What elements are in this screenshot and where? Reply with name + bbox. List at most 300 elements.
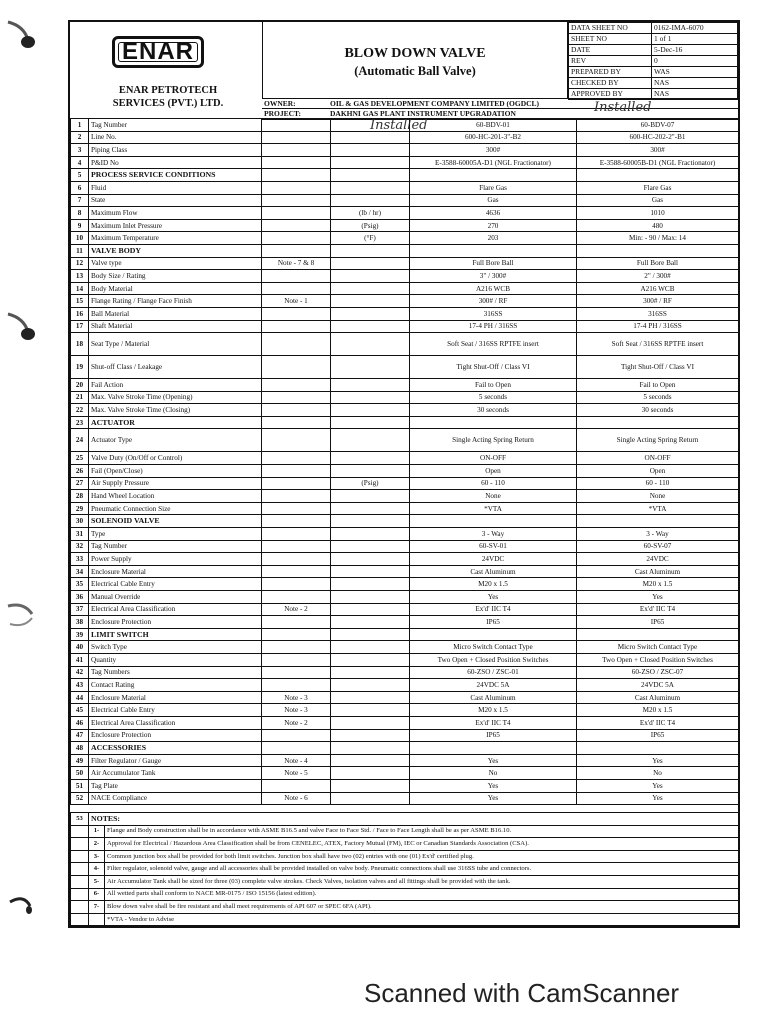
row-description: Tag Number [89,540,262,553]
row-number: 9 [71,219,89,232]
spec-row [71,616,739,629]
section-header-row [71,515,739,528]
note-cell [262,282,331,295]
note-spacer [71,875,89,888]
unit-cell [331,244,410,257]
unit-cell [331,729,410,742]
value-bdv-01-cell: 24VDC 5A [410,679,577,692]
row-description: Tag Number [89,119,262,132]
spec-row [71,792,739,805]
row-number: 52 [71,792,89,805]
row-number: 40 [71,641,89,654]
notes-heading: NOTES: [89,813,739,826]
datasheet-info-label: APPROVED BY [569,89,652,100]
datasheet [68,20,740,928]
value-bdv-07-cell: Flare Gas [577,181,739,194]
note-cell: Note - 4 [262,754,331,767]
row-number: 2 [71,131,89,144]
value-bdv-07-cell: Yes [577,754,739,767]
value-bdv-01-cell: Fail to Open [410,379,577,392]
document-title: BLOW DOWN VALVE [344,46,486,61]
row-description: Body Size / Rating [89,270,262,283]
section-header-row [71,742,739,755]
spec-row [71,767,739,780]
value-bdv-07-cell [577,628,739,641]
datasheet-info-row [569,67,738,78]
row-number: 45 [71,704,89,717]
note-row [71,913,739,926]
note-cell: Note - 6 [262,792,331,805]
spec-row [71,528,739,541]
value-bdv-07-cell: 300# [577,144,739,157]
value-bdv-07-cell [577,169,739,182]
note-row [71,825,739,838]
row-number: 25 [71,452,89,465]
row-description: Maximum Inlet Pressure [89,219,262,232]
value-bdv-07-cell: 60 - 110 [577,477,739,490]
row-number: 19 [71,356,89,379]
row-description: Maximum Temperature [89,232,262,245]
row-number: 3 [71,144,89,157]
unit-cell [331,641,410,654]
binder-ring-icon [4,892,38,926]
spec-row [71,379,739,392]
row-description: Fail Action [89,379,262,392]
note-row [71,863,739,876]
note-cell [262,452,331,465]
spec-row [71,429,739,452]
value-bdv-07-cell: Single Acting Spring Return [577,429,739,452]
value-bdv-01-cell: 316SS [410,307,577,320]
row-description: Quantity [89,653,262,666]
value-bdv-07-cell: 60-ZSO / ZSC-07 [577,666,739,679]
value-bdv-01-cell: IP65 [410,729,577,742]
binder-ring-icon [4,310,38,344]
datasheet-info-value: NAS [652,78,738,89]
row-description: Switch Type [89,641,262,654]
row-number: 22 [71,404,89,417]
row-number: 44 [71,691,89,704]
value-bdv-01-cell: M20 x 1.5 [410,578,577,591]
note-cell [262,232,331,245]
value-bdv-07-cell [577,244,739,257]
value-bdv-07-cell: 30 seconds [577,404,739,417]
value-bdv-07-cell: Soft Seat / 316SS RPTFE insert [577,333,739,356]
value-bdv-07-cell: IP65 [577,616,739,629]
row-number: 12 [71,257,89,270]
note-row [71,850,739,863]
row-description: Contact Rating [89,679,262,692]
row-description: Hand Wheel Location [89,490,262,503]
spec-row [71,653,739,666]
value-bdv-01-cell [410,628,577,641]
note-cell [262,356,331,379]
unit-cell [331,119,410,132]
spec-row [71,704,739,717]
note-spacer [71,863,89,876]
note-spacer [71,901,89,914]
row-description: Valve type [89,257,262,270]
unit-cell [331,742,410,755]
value-bdv-07-cell: 600-HC-202-2"-B1 [577,131,739,144]
unit-cell [331,704,410,717]
note-text: Common junction box shall be provided for both limit switches. Junction box shall have two (02) entries with one (01) Ex'd' certified plug. [105,850,739,863]
value-bdv-01-cell: Cast Aluminum [410,565,577,578]
unit-cell [331,653,410,666]
value-bdv-01-cell: 300# [410,144,577,157]
unit-cell [331,603,410,616]
row-description: Tag Plate [89,779,262,792]
note-key: 2- [89,838,105,851]
row-number: 36 [71,591,89,604]
value-bdv-07-cell: Fail to Open [577,379,739,392]
value-bdv-07-cell: Micro Switch Contact Type [577,641,739,654]
unit-cell [331,591,410,604]
note-key [89,913,105,926]
row-number: 53 [71,813,89,826]
owner-value: OIL & GAS DEVELOPMENT COMPANY LIMITED (OGDCL) [330,99,540,108]
value-bdv-07-cell: Yes [577,591,739,604]
unit-cell [331,320,410,333]
row-description: Fluid [89,181,262,194]
note-cell [262,679,331,692]
note-key: 6- [89,888,105,901]
value-bdv-01-cell: 3" / 300# [410,270,577,283]
row-description: NACE Compliance [89,792,262,805]
note-key: 4- [89,863,105,876]
owner-label: OWNER: [264,99,296,108]
note-spacer [71,888,89,901]
unit-cell [331,356,410,379]
row-number: 42 [71,666,89,679]
unit-cell: (°F) [331,232,410,245]
spec-row [71,540,739,553]
spec-row [71,729,739,742]
unit-cell [331,792,410,805]
note-cell [262,244,331,257]
value-bdv-01-cell: Micro Switch Contact Type [410,641,577,654]
note-cell [262,429,331,452]
company-name [78,84,258,110]
row-number: 10 [71,232,89,245]
value-bdv-07-cell: *VTA [577,502,739,515]
value-bdv-07-cell [577,416,739,429]
value-bdv-01-cell: 4636 [410,207,577,220]
unit-cell [331,616,410,629]
note-cell: Note - 3 [262,704,331,717]
value-bdv-01-cell: 60 - 110 [410,477,577,490]
note-key: 3- [89,850,105,863]
row-description: ACCESSORIES [89,742,262,755]
value-bdv-07-cell: Yes [577,779,739,792]
spec-row [71,578,739,591]
unit-cell [331,131,410,144]
handwritten-note-2: Installed [594,100,652,115]
unit-cell [331,391,410,404]
value-bdv-07-cell: 2" / 300# [577,270,739,283]
row-number: 38 [71,616,89,629]
note-cell [262,320,331,333]
row-number: 8 [71,207,89,220]
value-bdv-01-cell [410,416,577,429]
value-bdv-01-cell [410,244,577,257]
row-number: 28 [71,490,89,503]
value-bdv-01-cell: Single Acting Spring Return [410,429,577,452]
unit-cell [331,270,410,283]
note-text: Filter regulator, solenoid valve, gauge and all accessories shall be provided installed on valve body. Pneumatic connections shall use 316SS tube and connectors. [105,863,739,876]
value-bdv-07-cell: M20 x 1.5 [577,704,739,717]
datasheet-info-value: 0 [652,56,738,67]
spec-row [71,641,739,654]
value-bdv-01-cell: Soft Seat / 316SS RPTFE insert [410,333,577,356]
note-cell [262,591,331,604]
row-description: Filter Regulator / Gauge [89,754,262,767]
value-bdv-01-cell: Yes [410,792,577,805]
row-number: 33 [71,553,89,566]
value-bdv-07-cell: Cast Aluminum [577,565,739,578]
unit-cell [331,307,410,320]
note-row [71,888,739,901]
spec-row [71,119,739,132]
note-cell [262,270,331,283]
spec-row [71,295,739,308]
datasheet-info-row [569,34,738,45]
row-number: 20 [71,379,89,392]
datasheet-info-row [569,78,738,89]
note-row [71,901,739,914]
unit-cell [331,540,410,553]
value-bdv-01-cell [410,169,577,182]
datasheet-info-value: WAS [652,67,738,78]
value-bdv-07-cell: 1010 [577,207,739,220]
row-description: Enclosure Material [89,691,262,704]
spec-row [71,194,739,207]
row-number: 15 [71,295,89,308]
logo-text: ENAR [121,38,194,65]
value-bdv-01-cell: Ex'd' IIC T4 [410,716,577,729]
note-cell: Note - 5 [262,767,331,780]
note-cell: Note - 3 [262,691,331,704]
spec-row [71,257,739,270]
row-number: 49 [71,754,89,767]
row-number: 24 [71,429,89,452]
value-bdv-07-cell: None [577,490,739,503]
row-number: 37 [71,603,89,616]
row-number: 7 [71,194,89,207]
value-bdv-01-cell: Open [410,465,577,478]
note-text: Blow down valve shall be fire resistant and shall meet requirements of API 607 or SPEC 6FA (API). [105,901,739,914]
company-name-line-1: ENAR PETROTECH [118,85,218,96]
value-bdv-01-cell: Full Bore Ball [410,257,577,270]
unit-cell [331,194,410,207]
note-cell [262,502,331,515]
row-number: 5 [71,169,89,182]
row-description: State [89,194,262,207]
note-cell: Note - 2 [262,716,331,729]
value-bdv-07-cell: Gas [577,194,739,207]
row-number: 50 [71,767,89,780]
row-number: 39 [71,628,89,641]
value-bdv-01-cell: 17-4 PH / 316SS [410,320,577,333]
section-header-row [71,169,739,182]
row-description: Maximum Flow [89,207,262,220]
spec-table [70,118,739,805]
unit-cell [331,465,410,478]
value-bdv-01-cell: No [410,767,577,780]
note-cell [262,119,331,132]
row-description: Max. Valve Stroke Time (Opening) [89,391,262,404]
logo-inner-border [118,42,198,62]
value-bdv-01-cell: Gas [410,194,577,207]
row-number: 32 [71,540,89,553]
value-bdv-01-cell: M20 x 1.5 [410,704,577,717]
unit-cell [331,515,410,528]
value-bdv-07-cell: Two Open + Closed Position Switches [577,653,739,666]
value-bdv-01-cell: Tight Shut-Off / Class VI [410,356,577,379]
row-description: Manual Override [89,591,262,604]
row-number: 51 [71,779,89,792]
handwritten-note-1: Installed [370,118,428,133]
unit-cell [331,490,410,503]
spec-row [71,666,739,679]
row-description: Flange Rating / Flange Face Finish [89,295,262,308]
row-number: 14 [71,282,89,295]
row-number: 4 [71,156,89,169]
row-description: Enclosure Material [89,565,262,578]
value-bdv-07-cell: Open [577,465,739,478]
row-number: 43 [71,679,89,692]
note-cell [262,528,331,541]
value-bdv-07-cell: Min: - 90 / Max: 14 [577,232,739,245]
spec-row [71,477,739,490]
unit-cell [331,181,410,194]
spec-row [71,156,739,169]
unit-cell [331,379,410,392]
datasheet-info-label: REV [569,56,652,67]
datasheet-info-value: 5-Dec-16 [652,45,738,56]
note-cell [262,416,331,429]
note-cell [262,194,331,207]
unit-cell [331,578,410,591]
row-number: 27 [71,477,89,490]
note-cell [262,465,331,478]
spec-row [71,320,739,333]
note-cell [262,578,331,591]
row-description: Shaft Material [89,320,262,333]
unit-cell [331,295,410,308]
note-cell [262,219,331,232]
note-cell [262,207,331,220]
spec-row [71,333,739,356]
row-number: 11 [71,244,89,257]
value-bdv-01-cell: IP65 [410,616,577,629]
section-header-row [71,628,739,641]
row-description: ACTUATOR [89,416,262,429]
row-description: Tag Numbers [89,666,262,679]
spec-row [71,144,739,157]
value-bdv-01-cell [410,515,577,528]
row-description: Seat Type / Material [89,333,262,356]
unit-cell [331,429,410,452]
value-bdv-07-cell: 24VDC 5A [577,679,739,692]
row-description: Enclosure Protection [89,616,262,629]
row-number: 1 [71,119,89,132]
value-bdv-07-cell: E-3588-60005B-D1 (NGL Fractionator) [577,156,739,169]
unit-cell [331,565,410,578]
note-cell: Note - 7 & 8 [262,257,331,270]
value-bdv-07-cell: A216 WCB [577,282,739,295]
note-cell [262,779,331,792]
project-label: PROJECT: [264,109,301,118]
value-bdv-07-cell [577,742,739,755]
unit-cell [331,416,410,429]
value-bdv-01-cell: 300# / RF [410,295,577,308]
value-bdv-01-cell: 60-BDV-01 [410,119,577,132]
row-description: Electrical Cable Entry [89,578,262,591]
value-bdv-01-cell: A216 WCB [410,282,577,295]
row-description: LIMIT SWITCH [89,628,262,641]
row-description: Air Accumulator Tank [89,767,262,780]
value-bdv-07-cell: 60-SV-07 [577,540,739,553]
section-header-row [71,416,739,429]
note-row [71,838,739,851]
binder-ring-icon [4,598,38,632]
note-key: 5- [89,875,105,888]
spec-row [71,181,739,194]
note-cell [262,553,331,566]
row-description: Pneumatic Connection Size [89,502,262,515]
unit-cell [331,452,410,465]
unit-cell [331,257,410,270]
note-spacer [71,825,89,838]
spec-row [71,207,739,220]
spec-row [71,691,739,704]
value-bdv-07-cell: M20 x 1.5 [577,578,739,591]
value-bdv-01-cell: Two Open + Closed Position Switches [410,653,577,666]
value-bdv-07-cell: 60-BDV-07 [577,119,739,132]
note-cell [262,379,331,392]
row-description: Electrical Area Classification [89,603,262,616]
value-bdv-01-cell: Yes [410,591,577,604]
value-bdv-07-cell: IP65 [577,729,739,742]
note-text: All wetted parts shall conform to NACE MR-0175 / ISO 15156 (latest edition). [105,888,739,901]
note-cell: Note - 1 [262,295,331,308]
unit-cell [331,282,410,295]
datasheet-info-label: SHEET NO [569,34,652,45]
value-bdv-01-cell: E-3588-60005A-D1 (NGL Fractionator) [410,156,577,169]
unit-cell [331,679,410,692]
value-bdv-01-cell: Cast Aluminum [410,691,577,704]
note-text: Approval for Electrical / Hazardous Area Classification shall be from CENELEC, ATEX, Factory Mutual (FM), IEC or Canadian Standards Association (CSA). [105,838,739,851]
notes-header-row [71,813,739,826]
note-cell [262,565,331,578]
row-number: 34 [71,565,89,578]
title-block [262,22,568,98]
value-bdv-07-cell: No [577,767,739,780]
row-number: 18 [71,333,89,356]
row-description: PROCESS SERVICE CONDITIONS [89,169,262,182]
row-number: 48 [71,742,89,755]
project-value: DAKHNI GAS PLANT INSTRUMENT UPGRADATION [330,109,516,118]
unit-cell [331,666,410,679]
spec-row [71,232,739,245]
value-bdv-01-cell: 600-HC-201-3"-B2 [410,131,577,144]
note-cell [262,616,331,629]
unit-cell [331,156,410,169]
row-description: Electrical Cable Entry [89,704,262,717]
unit-cell [331,754,410,767]
row-description: Piping Class [89,144,262,157]
